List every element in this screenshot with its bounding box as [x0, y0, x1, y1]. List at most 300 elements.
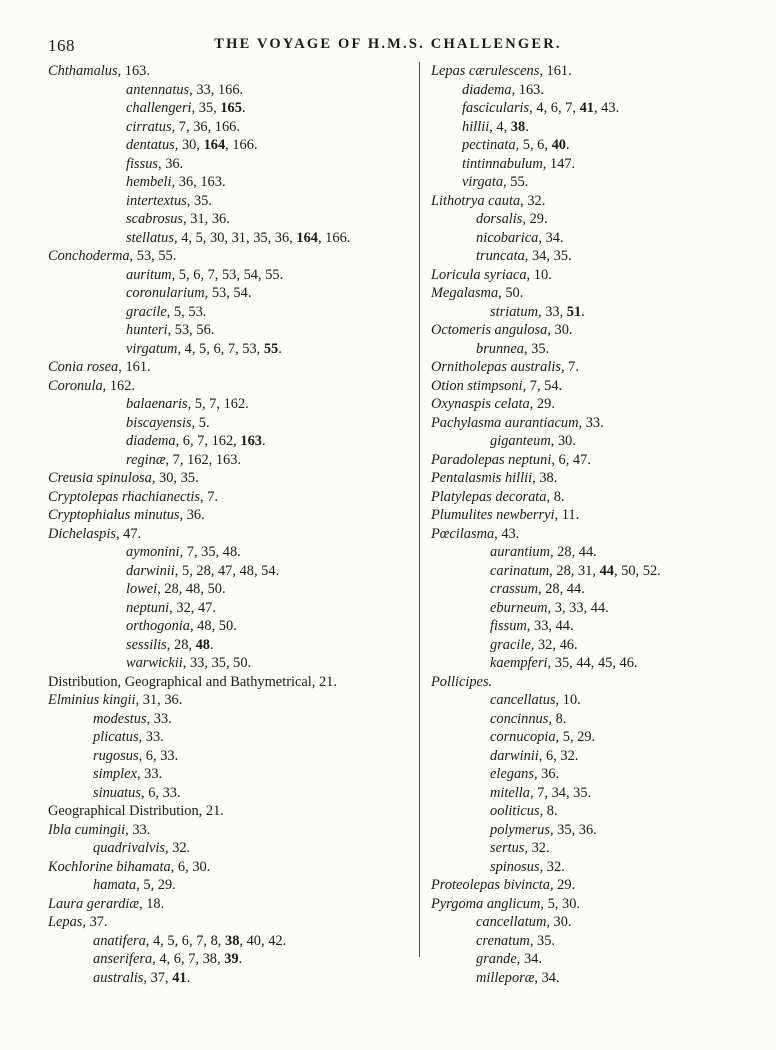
index-entry	[48, 99, 415, 118]
index-entry	[431, 488, 746, 507]
index-entry	[431, 321, 746, 340]
entry-pages: , 7.	[560, 359, 579, 375]
index-entry	[48, 284, 415, 303]
entry-pages: , 43.	[494, 525, 520, 542]
index-entry	[48, 247, 415, 266]
entry-pages: , 32, 47.	[169, 599, 216, 616]
entry-pages: , 37.	[82, 914, 108, 930]
entry-pages: , 34.	[538, 229, 564, 246]
entry-name: eburneum	[490, 599, 548, 616]
index-entry	[431, 543, 746, 562]
entry-pages: , 28, 44.	[549, 544, 597, 560]
index-entry	[431, 765, 746, 784]
entry-pages: , 4, 5, 6, 7, 53, 55.	[177, 340, 282, 357]
index-entry	[48, 710, 415, 729]
entry-name: diadema	[462, 81, 512, 98]
entry-pages: , 30.	[550, 433, 576, 449]
index-column-left	[48, 62, 419, 987]
entry-name: nicobarica	[476, 229, 539, 246]
index-entry	[48, 192, 415, 211]
entry-pages: , 33.	[146, 710, 172, 727]
index-entry	[431, 451, 746, 470]
index-entry	[431, 691, 746, 710]
entry-pages: , 38.	[532, 470, 558, 486]
entry-pages: , 21.	[198, 803, 224, 819]
index-entry	[431, 358, 746, 377]
index-entry	[431, 932, 746, 951]
entry-name: hamata	[93, 877, 137, 893]
index-entry	[431, 525, 746, 544]
entry-pages: , 33, 166.	[189, 81, 244, 98]
index-entry	[48, 691, 415, 710]
entry-name: neptuni	[126, 599, 170, 616]
entry-pages: , 50.	[498, 285, 524, 301]
entry-name: polymerus	[490, 821, 550, 838]
entry-name: rugosus	[93, 747, 139, 764]
index-entry	[431, 173, 746, 192]
entry-name: aurantium	[490, 544, 550, 560]
entry-name: tintinnabulum	[462, 155, 543, 172]
index-entry	[431, 580, 746, 599]
index-entry	[48, 673, 415, 692]
index-entry	[431, 710, 746, 729]
index-entry	[48, 303, 415, 322]
entry-pages: , 7.	[200, 488, 219, 505]
index-entry	[48, 155, 415, 174]
entry-name: cancellatus	[490, 692, 556, 708]
entry-name: Ibla cumingii	[48, 821, 126, 838]
entry-pages: , 35.	[186, 192, 212, 209]
index-entry	[431, 821, 746, 840]
index-entry	[431, 950, 746, 969]
entry-name: balaenaris	[126, 396, 188, 412]
index-entry	[431, 654, 746, 673]
index-entry	[431, 247, 746, 266]
entry-name: diadema	[126, 433, 176, 449]
index-entry	[48, 62, 415, 81]
index-entry	[431, 340, 746, 359]
index-entry	[431, 303, 746, 322]
index-entry	[431, 155, 746, 174]
index-entry	[48, 784, 415, 803]
entry-pages: , 32, 46.	[530, 636, 578, 653]
index-entry	[48, 229, 415, 248]
index-entry	[48, 617, 415, 636]
entry-pages: , 4, 5, 6, 7, 8, 38, 40, 42.	[145, 932, 287, 949]
entry-pages: , 28, 48, 50.	[157, 581, 226, 597]
entry-name: quadrivalvis	[93, 840, 165, 856]
entry-pages: , 3, 33, 44.	[547, 599, 609, 616]
entry-pages: , 7, 54.	[522, 377, 563, 394]
index-columns	[0, 62, 776, 987]
running-title: THE VOYAGE OF H.M.S. CHALLENGER.	[214, 36, 562, 52]
entry-pages: , 53, 54.	[204, 285, 252, 301]
entry-name: brunnea	[476, 340, 524, 357]
entry-pages: , 7, 34, 35.	[529, 784, 592, 801]
index-entry	[48, 636, 415, 655]
entry-pages: , 32.	[524, 840, 550, 856]
entry-pages: , 7, 162, 163.	[165, 451, 242, 468]
entry-pages: , 55.	[503, 174, 529, 190]
entry-pages: , 8.	[539, 803, 558, 819]
entry-pages: , 6, 47.	[551, 451, 591, 468]
entry-name: Cryptophialus minutus	[48, 507, 180, 523]
index-entry	[48, 395, 415, 414]
entry-pages: , 33.	[578, 414, 604, 431]
index-entry	[431, 728, 746, 747]
index-entry	[48, 525, 415, 544]
entry-pages: , 31, 36.	[183, 211, 230, 227]
entry-pages: , 6, 32.	[538, 747, 579, 764]
entry-pages: , 29.	[522, 211, 548, 227]
index-entry	[431, 284, 746, 303]
entry-pages: , 5, 6, 40.	[515, 137, 570, 153]
entry-name: Platylepas decorata	[431, 488, 547, 505]
entry-pages: , 35, 165.	[191, 100, 246, 116]
entry-name: Pœcilasma	[431, 525, 495, 542]
entry-pages: , 30, 164, 166.	[174, 137, 258, 153]
entry-name: australis	[93, 969, 144, 986]
entry-pages: , 163.	[117, 63, 150, 79]
index-entry	[431, 876, 746, 895]
entry-name: Lepas cærulescens	[431, 63, 540, 79]
entry-name: Pachylasma aurantiacum	[431, 414, 579, 431]
entry-pages: , 5, 28, 47, 48, 54.	[174, 562, 280, 579]
index-entry	[431, 210, 746, 229]
index-entry	[431, 414, 746, 433]
index-entry	[48, 358, 415, 377]
entry-name: sertus	[490, 840, 525, 856]
index-entry	[48, 580, 415, 599]
entry-name: gracile	[126, 303, 167, 320]
entry-name: darwinii	[490, 747, 539, 764]
entry-name: crenatum	[476, 932, 530, 949]
index-entry	[431, 858, 746, 877]
entry-pages: , 5, 29.	[136, 877, 176, 893]
entry-pages: , 35, 36.	[549, 821, 597, 838]
entry-name: cornucopia	[490, 729, 556, 745]
index-entry	[431, 913, 746, 932]
index-entry	[48, 802, 415, 821]
entry-pages: , 34.	[534, 969, 560, 986]
entry-name: Loricula syriaca	[431, 266, 527, 283]
index-entry	[48, 414, 415, 433]
entry-name: pectinata	[462, 137, 516, 153]
entry-name: spinosus	[490, 858, 540, 875]
entry-name: milleporæ	[476, 969, 535, 986]
entry-name: giganteum	[490, 433, 551, 449]
entry-name: simplex	[93, 766, 137, 782]
entry-pages: , 36.	[158, 155, 184, 172]
entry-pages: , 30, 35.	[151, 470, 199, 486]
entry-name: Lepas	[48, 914, 83, 930]
entry-name: Otion stimpsoni	[431, 377, 523, 394]
index-entry	[48, 469, 415, 488]
entry-pages: , 34, 35.	[524, 248, 572, 264]
entry-name: anserifera	[93, 951, 153, 967]
entry-pages: , 5, 53.	[166, 303, 207, 320]
entry-name: Octomeris angulosa	[431, 322, 548, 338]
entry-pages: , 31, 36.	[135, 692, 183, 708]
index-entry	[431, 802, 746, 821]
entry-name: Plumulites newberryi	[431, 507, 555, 523]
entry-name: Cryptolepas rhachianectis	[48, 488, 201, 505]
entry-name: auritum	[126, 266, 172, 283]
entry-name: kaempferi	[490, 655, 548, 671]
entry-name: challengeri	[126, 100, 192, 116]
entry-pages: , 7, 36, 166.	[171, 118, 240, 135]
entry-name: Dichelaspis	[48, 525, 116, 542]
entry-name: Lithotrya cauta	[431, 192, 521, 209]
entry-pages: , 5, 29.	[555, 729, 596, 745]
entry-pages: , 28, 44.	[537, 581, 585, 597]
index-entry	[431, 118, 746, 137]
entry-pages: , 53, 55.	[129, 248, 177, 264]
entry-pages: , 147.	[542, 155, 576, 172]
entry-name: Ornitholepas australis	[431, 359, 561, 375]
index-entry	[48, 432, 415, 451]
page-number: 168	[48, 36, 75, 55]
entry-pages: , 6, 33.	[140, 784, 181, 801]
index-entry	[48, 858, 415, 877]
index-column-right	[420, 62, 746, 987]
index-entry	[431, 895, 746, 914]
entry-pages: , 33.	[125, 821, 151, 838]
entry-name: modestus	[93, 710, 147, 727]
entry-name: lowei	[126, 581, 158, 597]
index-entry	[431, 839, 746, 858]
entry-name: Chthamalus	[48, 63, 118, 79]
entry-pages: , 18.	[139, 895, 165, 912]
entry-pages: , 47.	[115, 525, 142, 542]
entry-name: virgata	[462, 174, 504, 190]
entry-pages: , 11.	[554, 507, 580, 523]
index-entry	[48, 136, 415, 155]
entry-name: biscayensis	[126, 414, 192, 431]
index-entry	[431, 599, 746, 618]
index-entry	[431, 784, 746, 803]
index-entry	[431, 229, 746, 248]
entry-pages: , 161.	[539, 63, 572, 79]
entry-name: warwickii	[126, 655, 183, 671]
entry-name: Coronula	[48, 377, 103, 394]
index-entry	[431, 969, 746, 988]
entry-pages: , 5, 6, 7, 53, 54, 55.	[171, 266, 284, 283]
index-entry	[48, 950, 415, 969]
index-entry	[48, 895, 415, 914]
index-entry	[431, 192, 746, 211]
entry-name: fissus	[126, 155, 158, 172]
index-entry	[48, 562, 415, 581]
entry-name: dentatus	[126, 137, 175, 153]
entry-pages: , 53, 56.	[167, 322, 215, 338]
entry-name: virgatum	[126, 340, 178, 357]
entry-name: hembeli	[126, 174, 172, 190]
entry-name: dorsalis	[476, 211, 523, 227]
entry-pages: , 161.	[118, 359, 151, 375]
entry-name: Pyrgoma anglicum	[431, 895, 541, 912]
index-entry	[48, 266, 415, 285]
entry-pages: , 33.	[136, 766, 163, 782]
entry-name: Pollicipes.	[431, 673, 493, 690]
entry-name: darwinii	[126, 562, 175, 579]
index-entry	[48, 876, 415, 895]
entry-name: anatifera	[93, 932, 146, 949]
index-entry	[48, 969, 415, 988]
entry-pages: , 48, 50.	[189, 618, 237, 634]
entry-pages: , 10.	[526, 266, 552, 283]
entry-name: aymonini	[126, 544, 180, 560]
entry-name: Pentalasmis hillii	[431, 470, 533, 486]
index-entry	[48, 599, 415, 618]
index-entry	[431, 747, 746, 766]
entry-name: concinnus	[490, 710, 549, 727]
entry-pages: , 10.	[555, 692, 581, 708]
index-entry	[48, 747, 415, 766]
index-entry	[431, 136, 746, 155]
entry-name: Proteolepas bivincta	[431, 877, 550, 893]
entry-name: fascicularis	[462, 100, 530, 116]
index-entry	[431, 636, 746, 655]
entry-name: plicatus	[93, 729, 139, 745]
entry-pages: , 6, 33.	[138, 747, 179, 764]
entry-pages: , 162.	[102, 377, 136, 394]
entry-pages: , 32.	[539, 858, 565, 875]
index-entry	[48, 173, 415, 192]
entry-name: grande	[476, 951, 517, 967]
entry-pages: , 33, 51.	[537, 303, 585, 320]
index-entry	[48, 765, 415, 784]
entry-pages: , 32.	[520, 192, 546, 209]
entry-pages: , 33.	[138, 729, 164, 745]
entry-name: Geographical Distribution	[48, 803, 199, 819]
index-entry	[48, 932, 415, 951]
index-entry	[431, 266, 746, 285]
entry-pages: , 33, 35, 50.	[182, 655, 252, 671]
entry-name: Paradolepas neptuni	[431, 451, 552, 468]
entry-name: ooliticus	[490, 803, 540, 819]
entry-pages: , 30.	[546, 914, 572, 930]
index-entry	[48, 210, 415, 229]
entry-pages: , 36, 163.	[171, 174, 226, 190]
entry-pages: , 8.	[548, 710, 567, 727]
entry-name: Megalasma	[431, 285, 499, 301]
index-entry	[48, 321, 415, 340]
entry-name: reginæ	[126, 451, 166, 468]
entry-name: stellatus	[126, 229, 174, 246]
entry-pages: , 5.	[191, 414, 210, 431]
index-entry	[431, 432, 746, 451]
entry-pages: , 37, 41.	[143, 969, 191, 986]
entry-name: fissum	[490, 618, 527, 634]
index-entry	[431, 395, 746, 414]
entry-name: Creusia spinulosa	[48, 470, 152, 486]
entry-pages: , 35.	[529, 932, 556, 949]
entry-name: striatum	[490, 303, 538, 320]
index-entry	[431, 99, 746, 118]
entry-pages: , 4, 5, 30, 31, 35, 36, 164, 166.	[173, 229, 351, 246]
entry-name: hillii	[462, 118, 490, 135]
entry-pages: , 36.	[533, 766, 560, 782]
entry-pages: , 6, 7, 162, 163.	[175, 433, 266, 449]
entry-name: carinatum	[490, 562, 550, 579]
index-entry	[48, 543, 415, 562]
entry-pages: , 30.	[547, 322, 573, 338]
entry-pages: , 5, 7, 162.	[187, 396, 249, 412]
index-entry	[48, 377, 415, 396]
index-entry	[48, 340, 415, 359]
entry-pages: , 5, 30.	[540, 895, 580, 912]
entry-name: scabrosus	[126, 211, 184, 227]
entry-name: Conchoderma	[48, 248, 130, 264]
entry-name: Oxynaspis celata	[431, 396, 530, 412]
index-entry	[431, 377, 746, 396]
entry-name: Elminius kingii	[48, 692, 136, 708]
index-entry	[48, 821, 415, 840]
entry-name: Conia rosea	[48, 359, 119, 375]
entry-pages: , 163.	[511, 81, 544, 98]
entry-name: mitella	[490, 784, 530, 801]
entry-pages: , 28, 48.	[166, 636, 214, 653]
entry-pages: , 35.	[523, 340, 550, 357]
index-entry	[431, 81, 746, 100]
entry-pages: , 29.	[529, 396, 555, 412]
index-entry	[48, 118, 415, 137]
page-header	[0, 0, 776, 62]
entry-pages: , 7, 35, 48.	[179, 544, 241, 560]
entry-pages: , 8.	[546, 488, 565, 505]
entry-pages: , 33, 44.	[526, 618, 574, 634]
index-entry	[48, 654, 415, 673]
entry-pages: , 6, 30.	[170, 858, 211, 875]
entry-name: Kochlorine bihamata	[48, 858, 171, 875]
entry-name: truncata	[476, 248, 525, 264]
index-entry	[48, 839, 415, 858]
entry-name: gracile	[490, 636, 531, 653]
index-entry	[431, 562, 746, 581]
entry-name: intertextus	[126, 192, 187, 209]
index-entry	[48, 728, 415, 747]
index-entry	[431, 617, 746, 636]
entry-pages: , 4, 6, 7, 38, 39.	[152, 951, 243, 967]
entry-name: cirratus	[126, 118, 172, 135]
entry-pages: , 4, 38.	[489, 118, 529, 135]
entry-name: elegans	[490, 766, 534, 782]
entry-name: orthogonia	[126, 618, 190, 634]
entry-pages: , 36.	[179, 507, 205, 523]
entry-name: coronularium	[126, 285, 205, 301]
entry-pages: , 21.	[311, 673, 337, 690]
entry-name: hunteri	[126, 322, 168, 338]
entry-name: cancellatum	[476, 914, 547, 930]
index-entry	[431, 62, 746, 81]
index-entry	[48, 81, 415, 100]
index-entry	[431, 506, 746, 525]
entry-pages: , 32.	[164, 840, 191, 856]
index-entry	[48, 506, 415, 525]
entry-name: Laura gerardiæ	[48, 895, 140, 912]
index-entry	[431, 469, 746, 488]
entry-name: antennatus	[126, 81, 190, 98]
entry-pages: , 29.	[549, 877, 576, 893]
entry-name: crassum	[490, 581, 538, 597]
index-entry	[48, 913, 415, 932]
entry-name: Distribution, Geographical and Bathymetrical	[48, 673, 312, 690]
index-entry	[48, 488, 415, 507]
entry-pages: , 28, 31, 44, 50, 52.	[549, 562, 661, 579]
entry-pages: , 4, 6, 7, 41, 43.	[529, 100, 620, 116]
index-entry	[48, 451, 415, 470]
